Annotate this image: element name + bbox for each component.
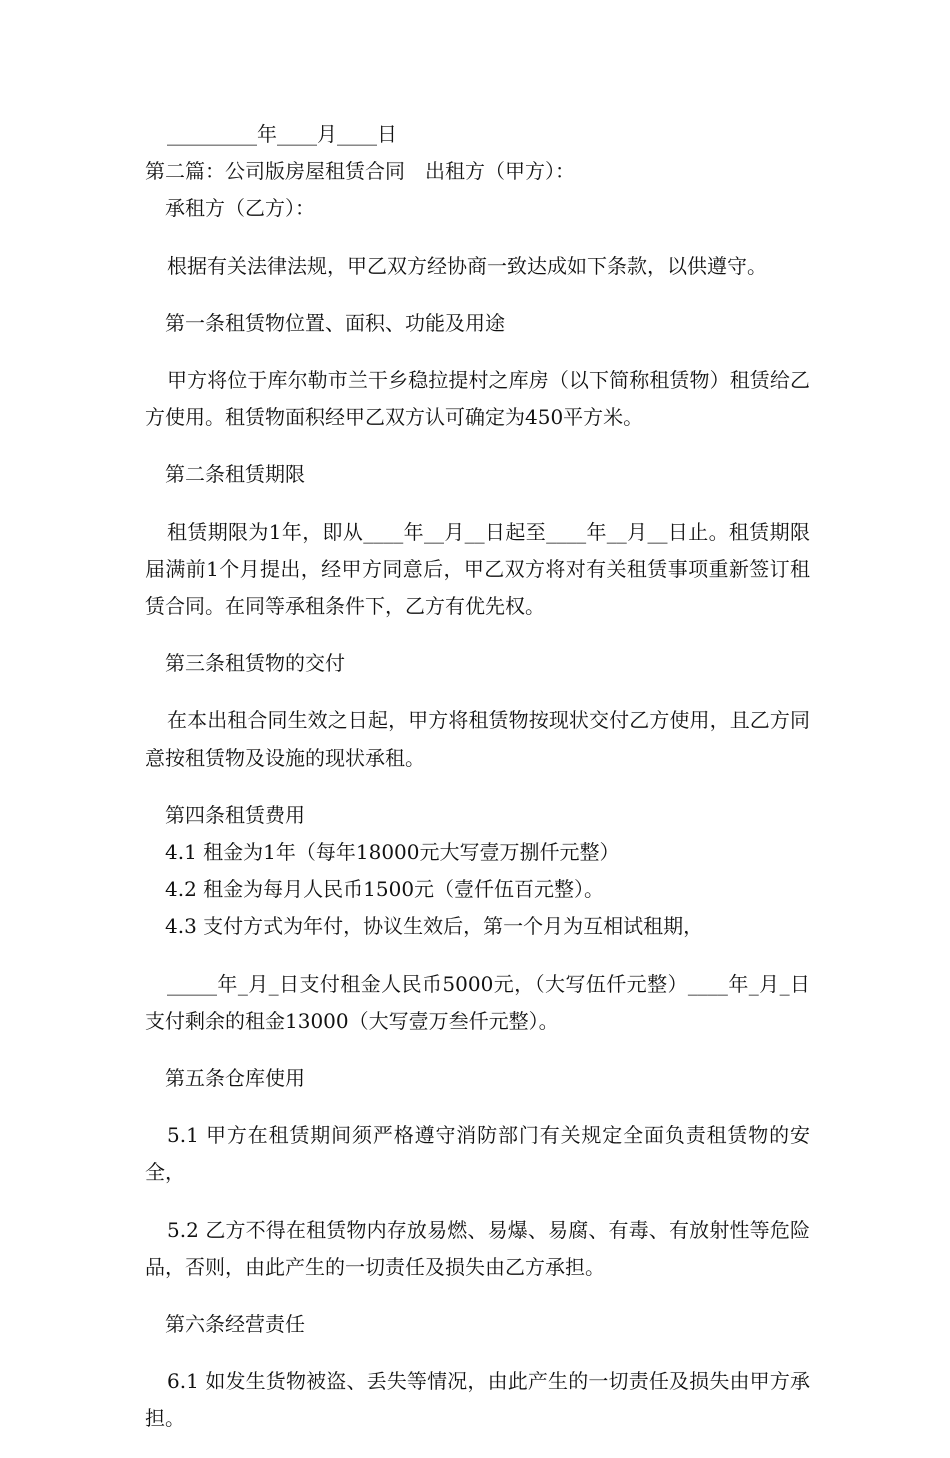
article-1-paragraph: 甲方将位于库尔勒市兰干乡稳拉提村之库房（以下简称租赁物）租赁给乙方使用。租赁物面积经甲乙双方认可确定为450平方米。 bbox=[145, 368, 810, 430]
clause-4-3: 4.3 支付方式为年付，协议生效后，第一个月为互相试租期， bbox=[165, 914, 704, 939]
article-5-heading: 第五条仓库使用 bbox=[165, 1066, 305, 1091]
article-6-heading: 第六条经营责任 bbox=[165, 1312, 305, 1337]
preamble-paragraph: 根据有关法律法规，甲乙双方经协商一致达成如下条款，以供遵守。 bbox=[167, 253, 767, 278]
lessee-line: 承租方（乙方）： bbox=[165, 196, 315, 221]
clause-5-2: 5.2 乙方不得在租赁物内存放易燃、易爆、易腐、有毒、有放射性等危险品，否则，由此产生的一切责任及损失由乙方承担。 bbox=[145, 1217, 810, 1279]
article-3-heading: 第三条租赁物的交付 bbox=[165, 651, 345, 676]
section-title: 第二篇：公司版房屋租赁合同 出租方（甲方）： bbox=[145, 159, 575, 184]
clause-4-1: 4.1 租金为1年（每年18000元大写壹万捌仟元整） bbox=[165, 840, 620, 865]
article-4-heading: 第四条租赁费用 bbox=[165, 802, 305, 827]
article-3-paragraph: 在本出租合同生效之日起，甲方将租赁物按现状交付乙方使用，且乙方同意按租赁物及设施的现状承租。 bbox=[145, 708, 810, 770]
date-line: _________年____月____日 bbox=[167, 122, 397, 146]
clause-4-2: 4.2 租金为每月人民币1500元（壹仟伍百元整）。 bbox=[165, 877, 605, 902]
article-2-paragraph: 租赁期限为1年，即从____年__月__日起至____年__月__日止。租赁期限届满前1个月提出，经甲方同意后，甲乙双方将对有关租赁事项重新签订租赁合同。在同等承租条件下，乙方有优先权。 bbox=[145, 519, 810, 619]
article-1-heading: 第一条租赁物位置、面积、功能及用途 bbox=[165, 310, 505, 335]
clause-6-1: 6.1 如发生货物被盗、丢失等情况，由此产生的一切责任及损失由甲方承担。 bbox=[145, 1369, 810, 1431]
document-body bbox=[145, 116, 810, 1458]
clause-5-1: 5.1 甲方在租赁期间须严格遵守消防部门有关规定全面负责租赁物的安全， bbox=[145, 1123, 810, 1185]
article-2-heading: 第二条租赁期限 bbox=[165, 462, 305, 487]
clause-4-3-payment: _____年_月_日支付租金人民币5000元，（大写伍仟元整）____年_月_日支付剩余的租金13000（大写壹万叁仟元整）。 bbox=[145, 971, 810, 1033]
